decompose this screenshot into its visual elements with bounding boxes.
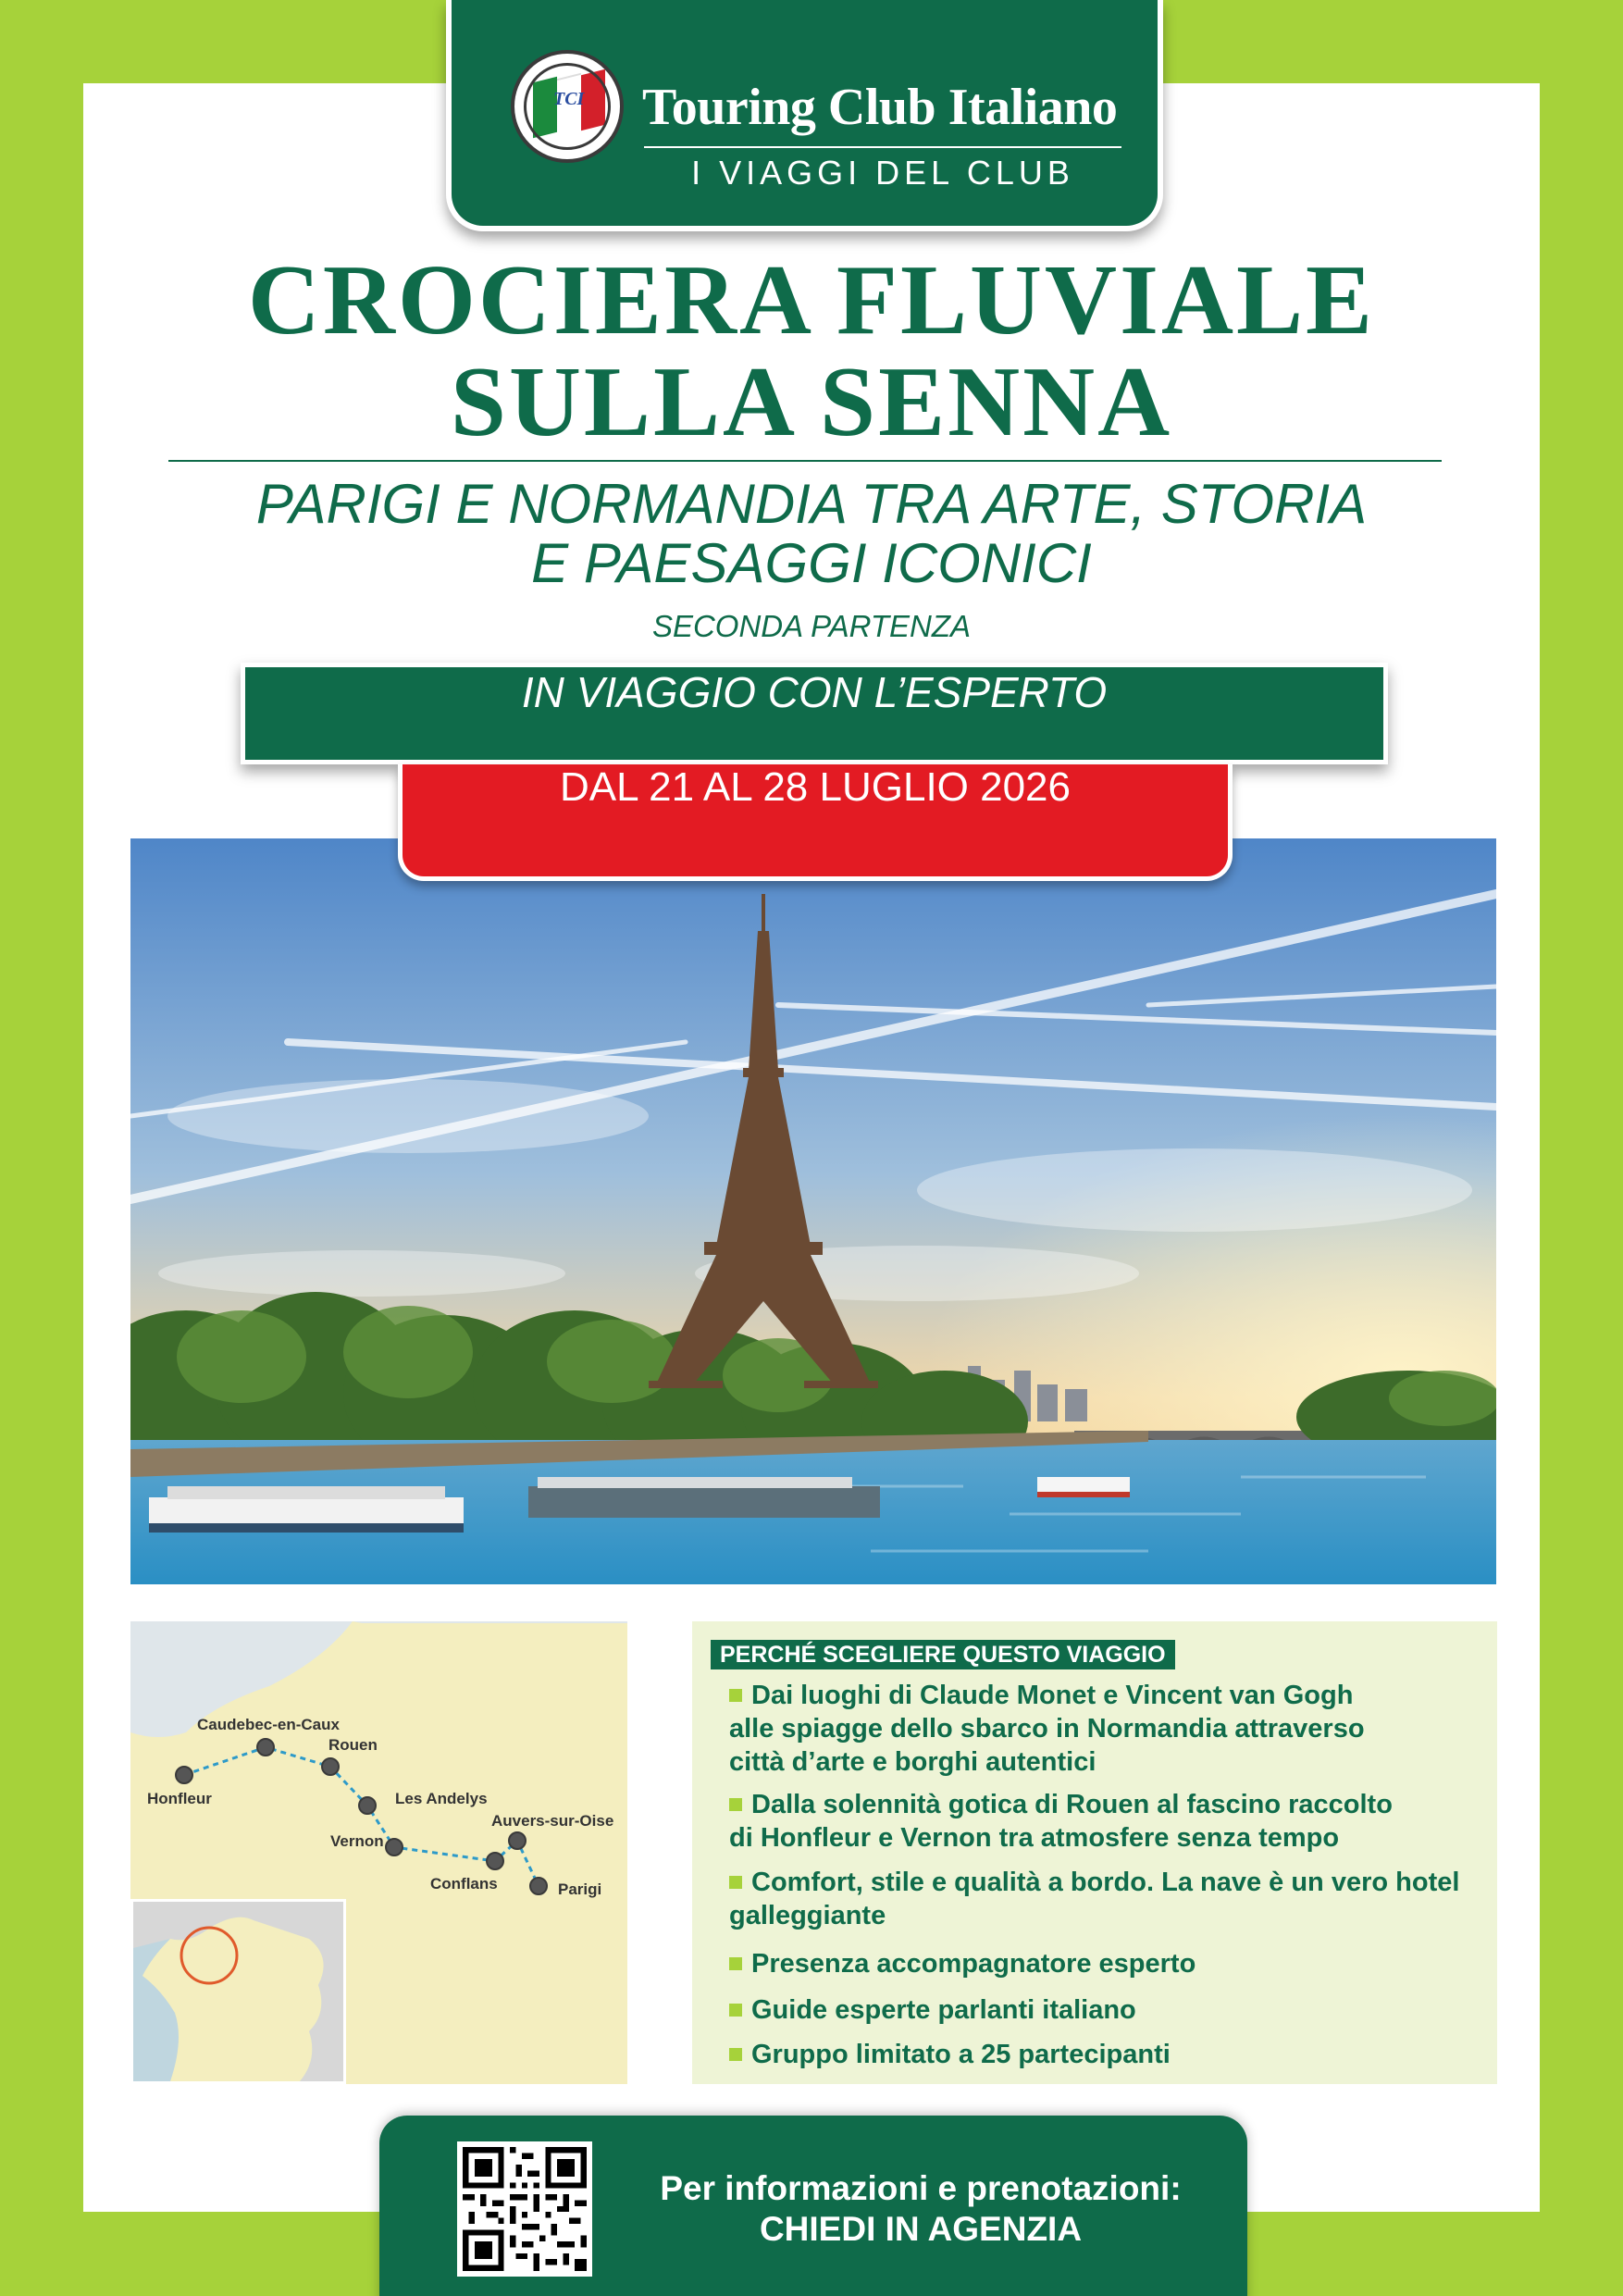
subtitle-line1: PARIGI E NORMANDIA TRA ARTE, STORIA — [255, 473, 1368, 535]
why-item-1-line-2: alle spiagge dello sbarco in Normandia attraverso — [729, 1714, 1365, 1744]
why-item-5-line-1: Guide esperte parlanti italiano — [729, 1993, 1488, 2027]
departure-label: SECONDA PARTENZA — [651, 609, 972, 643]
eiffel-tower-photo — [130, 838, 1496, 1584]
map-stop-les-andelys — [358, 1796, 377, 1815]
why-item-2-line-2: di Honfleur e Vernon tra atmosfere senza tempo — [729, 1823, 1340, 1853]
why-choose-title: PERCHÉ SCEGLIERE QUESTO VIAGGIO — [711, 1640, 1175, 1669]
why-item-3 — [729, 1866, 1488, 1932]
map-label-caudebec: Caudebec-en-Caux — [197, 1716, 340, 1733]
why-item-6 — [729, 2038, 1488, 2071]
brand-name: Touring Club Italiano — [642, 79, 1118, 136]
map-label-les-andelys: Les Andelys — [395, 1790, 488, 1807]
why-item-6-line-1: Gruppo limitato a 25 partecipanti — [729, 2038, 1488, 2071]
brand-header — [446, 0, 1163, 231]
why-choose-box — [692, 1621, 1497, 2084]
map-stop-rouen — [321, 1757, 340, 1776]
map-label-parigi: Parigi — [558, 1880, 602, 1898]
map-stop-conflans — [486, 1852, 504, 1870]
tci-emblem-icon — [511, 50, 624, 163]
map-label-vernon: Vernon — [330, 1832, 384, 1850]
brand-tagline: I VIAGGI DEL CLUB — [691, 154, 1074, 192]
contact-footer — [379, 2116, 1247, 2296]
map-label-conflans: Conflans — [430, 1875, 498, 1893]
why-item-4 — [729, 1947, 1488, 1980]
why-item-1-line-1: Dai luoghi di Claude Monet e Vincent van Gogh — [729, 1679, 1488, 1712]
page-title-line1: CROCIERA FLUVIALE — [247, 245, 1376, 355]
route-map — [130, 1621, 627, 2084]
square-bullet-icon — [729, 2048, 742, 2061]
emblem-text: TCI — [553, 89, 585, 109]
why-item-1 — [729, 1679, 1488, 1779]
why-item-3-line-1: Comfort, stile e qualità a bordo. La nave è un vero hotel — [729, 1866, 1488, 1899]
square-bullet-icon — [729, 1798, 742, 1811]
map-label-rouen: Rouen — [328, 1736, 378, 1754]
qr-code-icon[interactable] — [457, 2141, 592, 2277]
map-label-auvers: Auvers-sur-Oise — [491, 1812, 614, 1830]
map-stop-auvers — [508, 1831, 527, 1850]
square-bullet-icon — [729, 1876, 742, 1889]
france-inset-map — [130, 1899, 346, 2084]
map-stop-caudebec — [256, 1738, 275, 1756]
footer-cta: CHIEDI IN AGENZIA — [759, 2210, 1083, 2248]
square-bullet-icon — [729, 2004, 742, 2017]
why-item-3-line-2: galleggiante — [729, 1901, 886, 1930]
why-item-2 — [729, 1788, 1488, 1855]
subtitle-line2: E PAESAGGI ICONICI — [531, 532, 1092, 594]
map-label-honfleur: Honfleur — [147, 1790, 212, 1807]
footer-info-label: Per informazioni e prenotazioni: — [660, 2169, 1182, 2207]
why-item-5 — [729, 1993, 1488, 2027]
title-divider — [168, 460, 1442, 462]
expert-banner: IN VIAGGIO CON L’ESPERTO — [241, 663, 1388, 764]
square-bullet-icon — [729, 1689, 742, 1702]
page-title-line2: SULLA SENNA — [450, 347, 1173, 457]
square-bullet-icon — [729, 1957, 742, 1970]
date-banner: DAL 21 AL 28 LUGLIO 2026 — [398, 764, 1233, 881]
map-stop-honfleur — [175, 1766, 193, 1784]
why-item-2-line-1: Dalla solennità gotica di Rouen al fascino raccolto — [729, 1788, 1488, 1821]
map-stop-parigi — [529, 1877, 548, 1895]
map-stop-vernon — [385, 1838, 403, 1856]
why-item-4-line-1: Presenza accompagnatore esperto — [729, 1947, 1488, 1980]
brand-divider — [644, 146, 1121, 148]
why-item-1-line-3: città d’arte e borghi autentici — [729, 1747, 1096, 1777]
